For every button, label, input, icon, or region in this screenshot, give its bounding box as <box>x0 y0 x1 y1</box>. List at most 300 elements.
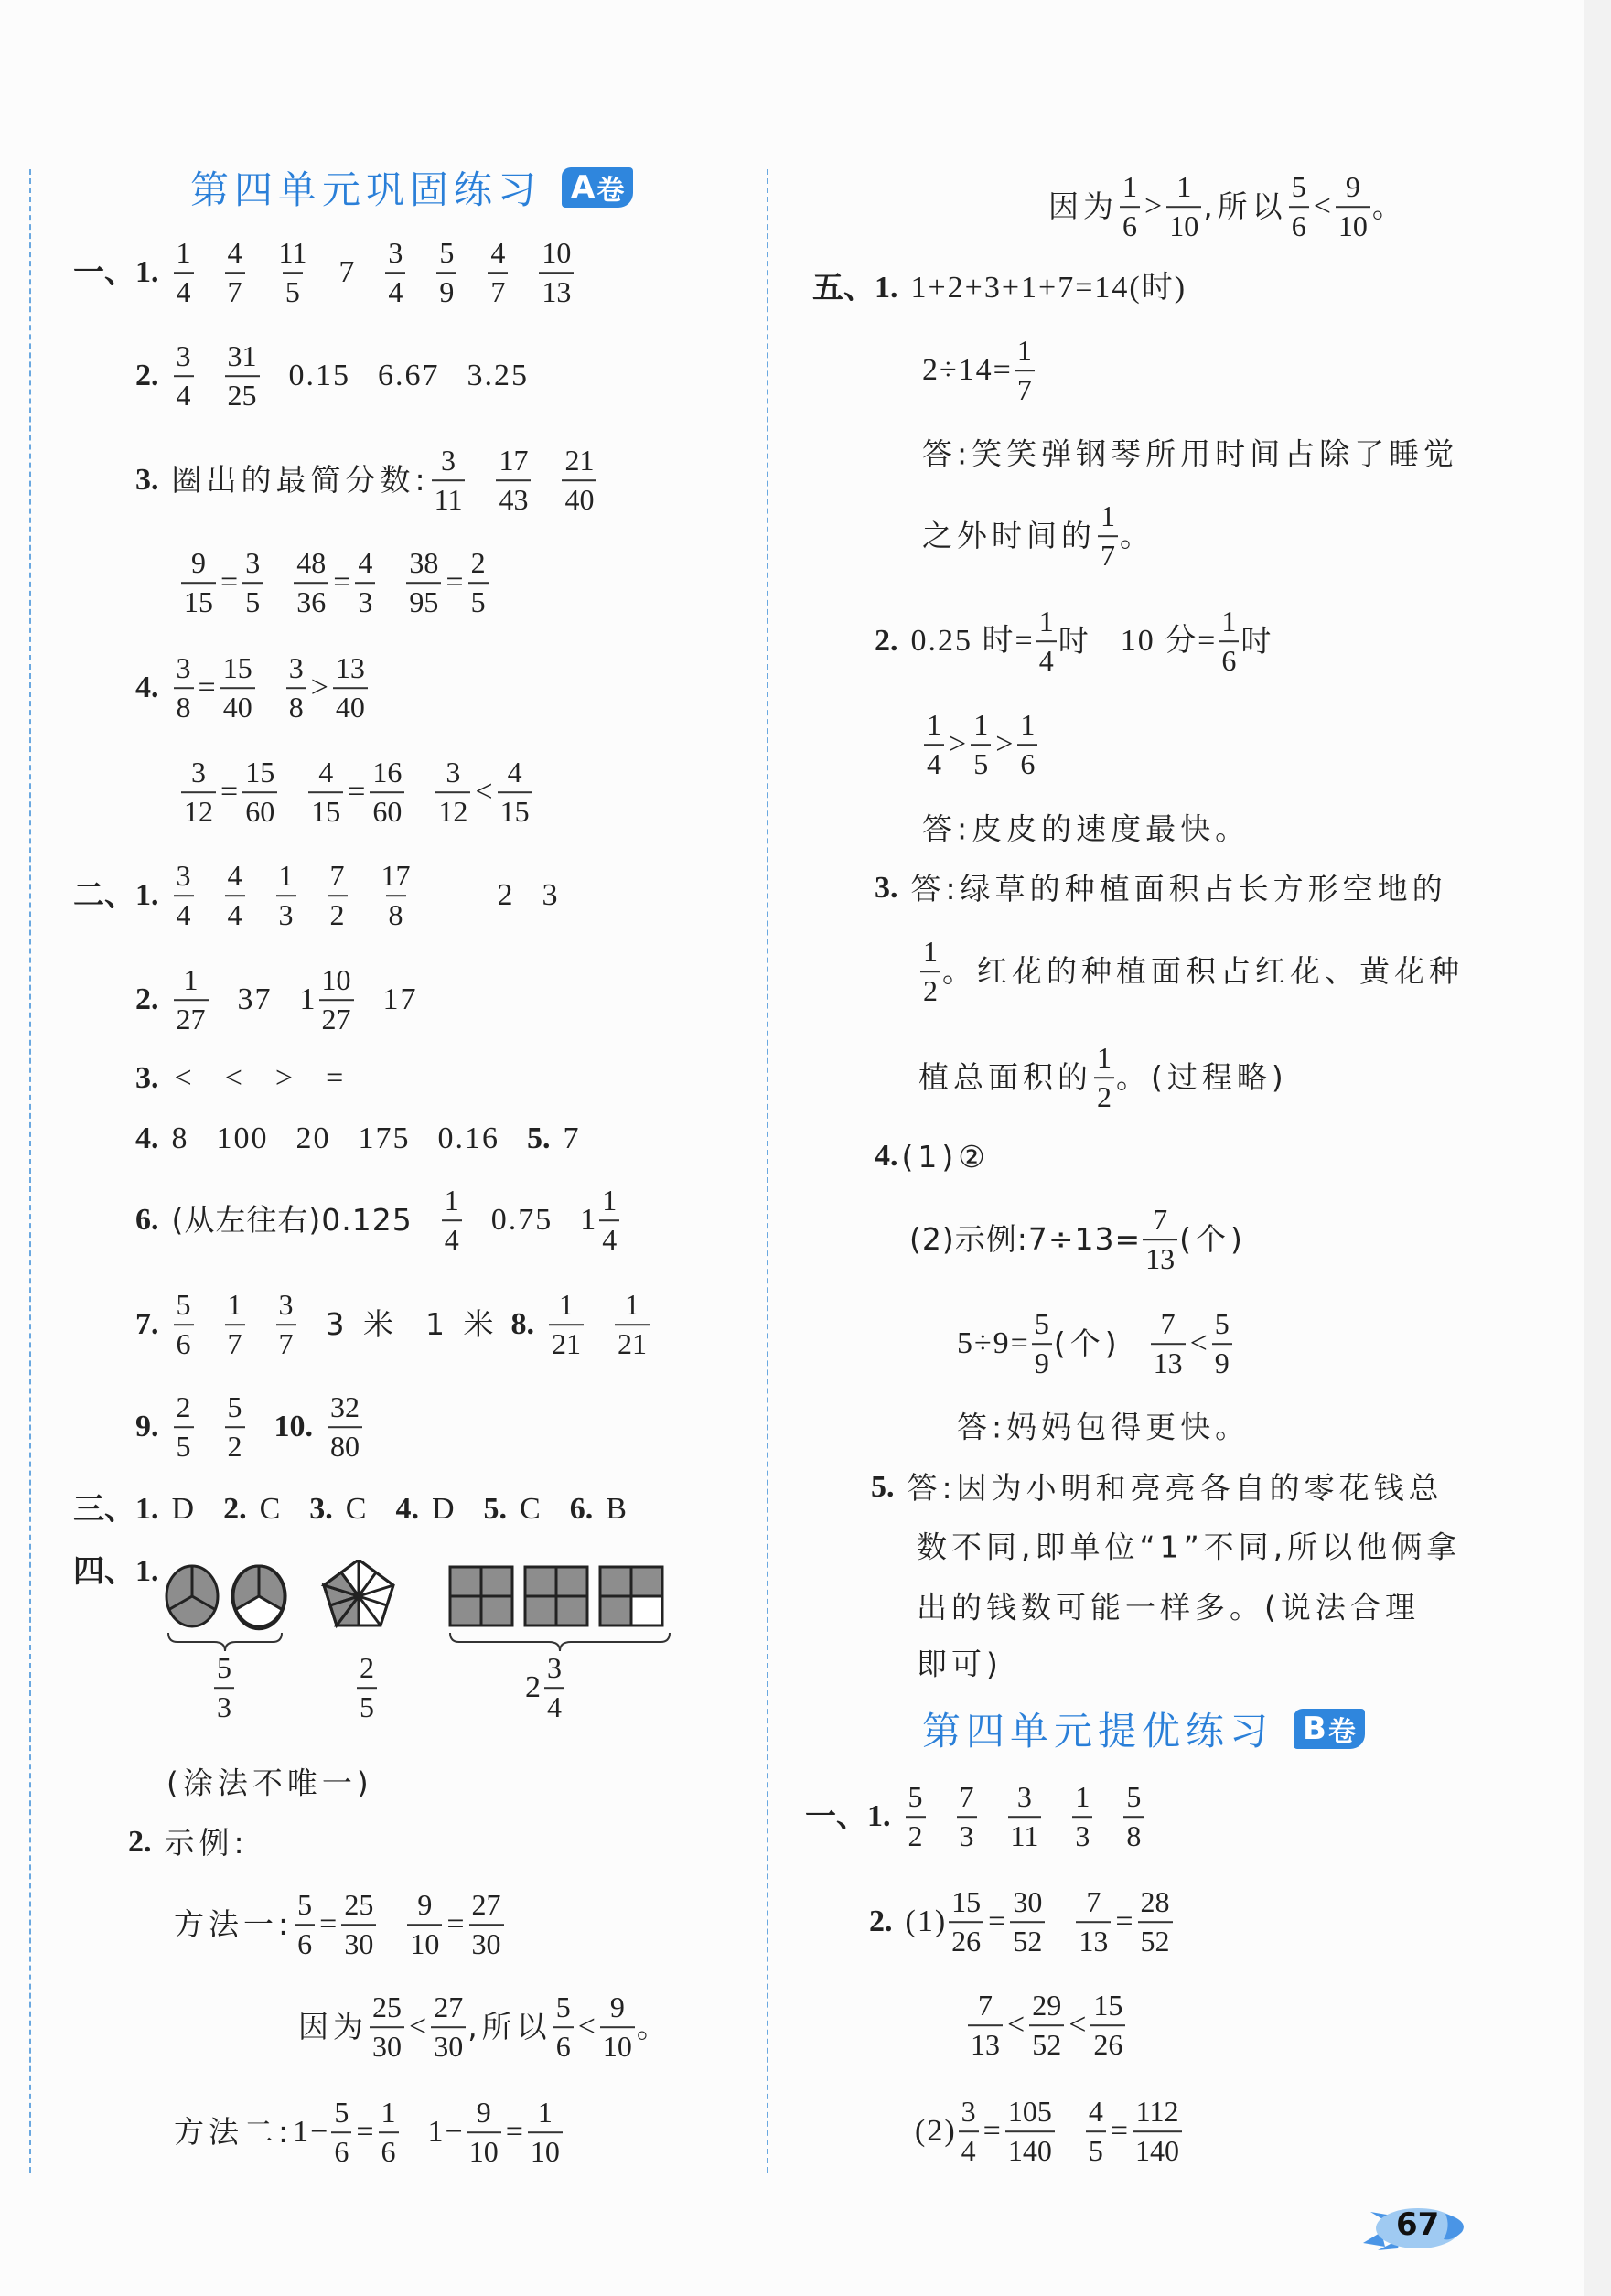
operator: = <box>348 775 366 809</box>
numerator: 1 <box>1020 708 1036 742</box>
question-number: 2. <box>128 1825 152 1859</box>
answer-row-5-4 <box>875 1138 990 1175</box>
numerator: 4 <box>490 236 506 270</box>
denominator: 40 <box>562 479 596 517</box>
numerator: 4 <box>1088 2095 1103 2129</box>
operator: = <box>333 565 351 599</box>
numerator: 7 <box>1086 1885 1101 1919</box>
denominator: 40 <box>333 687 368 724</box>
denominator: 3 <box>1072 1816 1092 1853</box>
denominator: 9 <box>1032 1343 1052 1380</box>
method-one-conclusion <box>298 1990 671 2064</box>
b-answer-row-1-2-part2 <box>915 2095 1184 2168</box>
operator: < <box>409 2010 427 2044</box>
answer-text: 因为 <box>1048 188 1118 225</box>
denominator: 12 <box>435 791 470 829</box>
operator: > <box>1144 189 1163 223</box>
denominator: 4 <box>959 2130 979 2168</box>
numerator: 1 <box>183 963 199 997</box>
fraction <box>407 1888 442 1961</box>
numerator: 13 <box>335 651 365 685</box>
denominator: 7 <box>488 272 508 309</box>
fraction <box>920 935 940 1008</box>
figure-label-2 <box>355 1651 379 1724</box>
question-number: 4. <box>135 1121 159 1155</box>
fraction <box>242 756 277 829</box>
value: 7 <box>338 255 357 289</box>
numerator: 17 <box>381 859 411 893</box>
answer-text: 0.25 时= <box>910 624 1035 658</box>
operator: < <box>174 1061 192 1095</box>
operator: = <box>319 1907 338 1941</box>
operator: = <box>220 565 239 599</box>
answer-text: 答:妈妈包得更快。 <box>957 1409 1251 1445</box>
numerator: 3 <box>176 651 191 685</box>
answer-text: 时 <box>1240 623 1276 660</box>
answer-row-5-3 <box>875 870 1447 907</box>
fraction <box>333 651 368 724</box>
fraction <box>370 756 404 829</box>
fraction <box>467 2096 501 2169</box>
numerator: 2 <box>470 546 486 580</box>
fraction <box>544 1651 564 1724</box>
numerator: 21 <box>564 444 595 477</box>
denominator: 26 <box>1090 2024 1125 2062</box>
denominator: 8 <box>1123 1816 1144 1853</box>
numerator: 1 <box>1101 499 1115 533</box>
answer-text: D <box>431 1492 456 1526</box>
fraction <box>181 546 216 619</box>
numerator: 27 <box>434 1990 464 2024</box>
section-label: 三、 <box>73 1491 135 1528</box>
numerator: 7 <box>329 859 345 893</box>
denominator: 26 <box>949 1921 983 1958</box>
denominator: 5 <box>174 1426 194 1464</box>
numerator: 1 <box>444 1184 459 1218</box>
answer-text: 。红花的种植面积占红花、黄花种 <box>942 953 1464 990</box>
answer-row-5-3-end <box>918 1041 1288 1114</box>
answer-row-5-1-calc <box>922 334 1036 407</box>
question-number: 1. <box>135 1554 159 1588</box>
numerator: 1 <box>927 708 941 742</box>
fraction <box>174 1390 194 1464</box>
numerator: 3 <box>1016 1780 1032 1814</box>
fraction <box>1289 170 1309 243</box>
numerator: 4 <box>318 756 334 789</box>
question-number: 10. <box>274 1410 313 1443</box>
fraction <box>174 963 209 1036</box>
method-two-row <box>174 2096 564 2169</box>
denominator: 10 <box>407 1924 442 1961</box>
answer-text: 时 <box>1058 623 1093 660</box>
page-number: 67 <box>1396 2206 1440 2243</box>
fraction <box>496 444 531 517</box>
numerator: 1 <box>602 1184 618 1218</box>
answer-text: 1 <box>299 982 317 1016</box>
section-label: 一、 <box>73 254 135 291</box>
answer-text: (涂法不唯一) <box>166 1765 373 1801</box>
fraction <box>431 1990 466 2064</box>
answer-text: ,所以 <box>467 2009 552 2045</box>
fraction <box>1005 2095 1055 2168</box>
numerator: 5 <box>1291 170 1306 204</box>
figure-label-1 <box>212 1651 236 1724</box>
question-number: 3. <box>309 1492 333 1526</box>
fraction <box>1036 605 1057 678</box>
numerator: 9 <box>476 2096 491 2130</box>
value: 3.25 <box>467 359 529 392</box>
answer-text: 10 分= <box>1120 624 1218 658</box>
numerator: 1 <box>1221 605 1237 638</box>
answer-row-5-4-part2 <box>909 1203 1247 1276</box>
fraction <box>553 1990 574 2064</box>
section-label: 一、 <box>805 1798 867 1835</box>
fraction <box>1143 1203 1177 1276</box>
numerator: 15 <box>245 756 275 789</box>
fraction <box>949 1885 983 1958</box>
answer-row-5-2-answer <box>922 810 1251 847</box>
fraction <box>1090 1989 1125 2062</box>
answer-row-2-1 <box>73 859 560 932</box>
denominator: 4 <box>1036 640 1057 678</box>
mixed-number <box>525 1651 566 1724</box>
answer-text: 出的钱数可能一样多。(说法合理 <box>917 1589 1420 1625</box>
fraction <box>1212 1307 1232 1380</box>
numerator: 5 <box>439 236 455 270</box>
operator: = <box>446 1907 465 1941</box>
operator: > <box>310 671 328 704</box>
b-answer-row-1-2-chain <box>966 1989 1127 2062</box>
denominator: 36 <box>294 582 328 619</box>
denominator: 3 <box>214 1687 234 1724</box>
denominator: 52 <box>1010 1921 1045 1958</box>
numerator: 5 <box>1034 1307 1049 1341</box>
fraction <box>1098 499 1118 573</box>
denominator: 8 <box>386 895 406 932</box>
denominator: 7 <box>225 272 245 309</box>
answer-text: 方法一: <box>174 1906 294 1943</box>
numerator: 1 <box>1075 1780 1090 1814</box>
numerator: 5 <box>908 1780 923 1814</box>
numerator: 5 <box>297 1888 313 1922</box>
answer-text: 3 <box>542 878 560 912</box>
fraction-shading-figures <box>165 1560 677 1669</box>
fraction <box>308 756 343 829</box>
numerator: 5 <box>334 2096 349 2130</box>
question-number: 1. <box>135 255 159 289</box>
numerator: 1 <box>923 935 938 969</box>
operator: < <box>1007 2008 1026 2042</box>
answer-row-5-5 <box>871 1469 1444 1506</box>
operator: = <box>1115 1904 1133 1938</box>
numerator: 3 <box>446 756 461 789</box>
method-two-conclusion <box>1048 170 1407 243</box>
answer-text: 8 <box>171 1121 189 1155</box>
answer-text: 2 <box>497 878 515 912</box>
section-b-title-text: 第四单元提优练习 <box>922 1709 1274 1754</box>
answer-row-5-3-cont <box>918 935 1464 1008</box>
denominator: 4 <box>544 1687 564 1724</box>
answer-text: 。 <box>1371 188 1407 225</box>
numerator: 5 <box>555 1990 571 2024</box>
denominator: 13 <box>539 272 574 309</box>
denominator: 8 <box>174 687 194 724</box>
fraction <box>971 708 991 781</box>
answer-text: 植总面积的 <box>918 1059 1092 1096</box>
answer-text: D <box>171 1492 197 1526</box>
numerator: 1 <box>1016 334 1032 368</box>
numerator: 17 <box>499 444 529 477</box>
numerator: 16 <box>372 756 403 789</box>
question-number: 1. <box>135 878 159 912</box>
numerator: 4 <box>358 546 373 580</box>
answer-text: (1)② <box>901 1138 990 1175</box>
fraction <box>432 444 466 517</box>
denominator: 10 <box>1336 206 1370 243</box>
denominator: 5 <box>1086 2130 1106 2168</box>
denominator: 2 <box>328 895 348 932</box>
denominator: 52 <box>1138 1921 1173 1958</box>
numerator: 3 <box>288 651 304 685</box>
question-number: 3. <box>135 1061 159 1095</box>
operator: < <box>1313 189 1331 223</box>
fraction <box>225 859 245 932</box>
numerator: 4 <box>227 859 242 893</box>
numerator: 3 <box>176 859 191 893</box>
denominator: 15 <box>181 582 216 619</box>
denominator: 13 <box>1143 1239 1177 1276</box>
numerator: 3 <box>245 546 261 580</box>
denominator: 140 <box>1005 2130 1055 2168</box>
denominator: 10 <box>528 2131 563 2169</box>
page-number-badge <box>1345 2195 1473 2259</box>
answer-row-5-5-l4 <box>917 1646 1003 1682</box>
question-number: 5. <box>483 1492 507 1526</box>
denominator: 15 <box>498 791 532 829</box>
answer-text: B <box>606 1492 628 1526</box>
answer-row-2-2 <box>135 963 418 1036</box>
denominator: 9 <box>1212 1343 1232 1380</box>
denominator: 52 <box>1029 2024 1064 2062</box>
answer-text: (从左往右)0.125 <box>171 1202 413 1239</box>
fraction <box>276 236 310 309</box>
denominator: 5 <box>283 272 303 309</box>
fraction <box>1094 1041 1114 1114</box>
fraction <box>549 1288 584 1361</box>
numerator: 3 <box>961 2095 976 2129</box>
fraction <box>562 444 596 517</box>
numerator: 3 <box>547 1651 562 1685</box>
denominator: 27 <box>319 999 354 1036</box>
denominator: 6 <box>1219 640 1239 678</box>
denominator: 10 <box>1166 206 1201 243</box>
fraction <box>1017 708 1037 781</box>
denominator: 11 <box>1008 1816 1042 1853</box>
answer-row-4-2 <box>128 1824 249 1861</box>
answer-text: 2 <box>525 1670 542 1704</box>
operator: = <box>1110 2114 1129 2148</box>
fraction <box>276 1288 296 1361</box>
denominator: 6 <box>379 2131 399 2169</box>
fraction <box>225 339 260 413</box>
numerator: 7 <box>1153 1203 1168 1237</box>
answer-text: 1 <box>580 1203 598 1237</box>
question-number: 2. <box>135 982 159 1016</box>
answer-row-1-1 <box>73 236 575 309</box>
fraction <box>406 546 441 619</box>
answer-text: ,所以 <box>1203 188 1287 225</box>
section-a-badge <box>562 167 633 208</box>
denominator: 5 <box>971 744 991 781</box>
fraction <box>379 2096 399 2169</box>
fraction <box>1086 2095 1106 2168</box>
fraction <box>600 1990 635 2064</box>
denominator: 5 <box>357 1687 377 1724</box>
numerator: 3 <box>176 339 191 373</box>
fraction <box>1166 170 1201 243</box>
denominator: 3 <box>957 1816 977 1853</box>
numerator: 2 <box>176 1390 191 1424</box>
fraction <box>1032 1307 1052 1380</box>
operator: = <box>446 565 464 599</box>
denominator: 6 <box>1289 206 1309 243</box>
denominator: 60 <box>242 791 277 829</box>
answer-row-5-4-calc <box>957 1307 1234 1380</box>
fraction <box>1029 1989 1064 2062</box>
denominator: 7 <box>276 1324 296 1361</box>
fraction <box>328 859 348 932</box>
section-label: 四、 <box>73 1553 135 1590</box>
denominator: 4 <box>174 272 194 309</box>
answer-text: 0.75 <box>490 1203 553 1237</box>
operator: < <box>577 2010 596 2044</box>
numerator: 1 <box>381 2096 396 2130</box>
question-number: 2. <box>869 1904 893 1938</box>
fraction <box>276 859 296 932</box>
fraction <box>442 1184 462 1257</box>
answer-text: 17 <box>382 982 418 1016</box>
operator: < <box>1069 2008 1087 2042</box>
question-number: 3. <box>135 463 159 497</box>
fraction <box>225 1390 245 1464</box>
denominator: 60 <box>370 791 404 829</box>
question-number: 4. <box>875 1139 898 1173</box>
numerator: 3 <box>441 444 456 477</box>
center-dashed-divider <box>767 169 768 2173</box>
denominator: 6 <box>331 2131 351 2169</box>
fraction <box>1219 605 1239 678</box>
operator: > <box>995 727 1014 761</box>
operator: = <box>220 775 239 809</box>
numerator: 15 <box>222 651 252 685</box>
operator: = <box>198 671 216 704</box>
answer-text: 答:绿草的种植面积占长方形空地的 <box>910 870 1447 907</box>
fraction <box>528 2096 563 2169</box>
denominator: 5 <box>242 582 263 619</box>
answer-text: 答:皮皮的速度最快。 <box>922 810 1251 847</box>
numerator: 28 <box>1140 1885 1170 1919</box>
answer-row-4-1 <box>73 1553 172 1590</box>
numerator: 5 <box>1126 1780 1142 1814</box>
numerator: 3 <box>278 1288 294 1322</box>
operator: = <box>356 2115 374 2149</box>
method-one-row <box>174 1888 506 1961</box>
answer-text: 数不同,即单位“1”不同,所以他俩拿 <box>917 1529 1462 1565</box>
denominator: 30 <box>469 1924 504 1961</box>
answer-row-5-2 <box>875 605 1275 678</box>
answer-row-2-6 <box>135 1184 621 1257</box>
numerator: 5 <box>217 1651 231 1685</box>
answer-text: 100 <box>216 1121 269 1155</box>
denominator: 4 <box>174 895 194 932</box>
question-number: 1. <box>867 1799 891 1833</box>
fraction <box>1138 1885 1173 1958</box>
question-number: 9. <box>135 1410 159 1443</box>
answer-text: 之外时间的 <box>922 518 1096 554</box>
fraction <box>355 546 375 619</box>
denominator: 11 <box>432 479 466 517</box>
denominator: 43 <box>496 479 531 517</box>
fraction <box>436 236 456 309</box>
left-dashed-divider <box>29 169 31 2173</box>
mixed-number <box>580 1184 621 1257</box>
denominator: 4 <box>442 1219 462 1257</box>
fraction <box>357 1651 377 1724</box>
numerator: 27 <box>471 1888 501 1922</box>
denominator: 6 <box>174 1324 194 1361</box>
operator: > <box>274 1061 294 1095</box>
answer-text: C <box>520 1492 542 1526</box>
section-a-title-text: 第四单元巩固练习 <box>190 167 542 212</box>
answer-text: 1− <box>427 2115 465 2149</box>
numerator: 25 <box>344 1888 374 1922</box>
denominator: 21 <box>615 1324 650 1361</box>
answer-text: (个) <box>1179 1221 1247 1258</box>
value: 6.67 <box>378 359 440 392</box>
numerator: 15 <box>951 1885 982 1919</box>
fraction <box>1123 1780 1144 1853</box>
answer-text: (2) <box>915 2114 957 2148</box>
denominator: 2 <box>1094 1077 1114 1114</box>
numerator: 32 <box>330 1390 360 1424</box>
denominator: 4 <box>225 895 245 932</box>
numerator: 7 <box>1160 1307 1176 1341</box>
figure-label-3 <box>525 1651 566 1724</box>
fraction <box>469 1888 504 1961</box>
denominator: 140 <box>1133 2130 1182 2168</box>
answer-text: 因为 <box>298 2009 368 2045</box>
value: 0.15 <box>288 359 350 392</box>
answer-row-5-1 <box>812 270 1187 306</box>
denominator: 2 <box>920 971 940 1008</box>
page-edge-shadow <box>1584 0 1611 2296</box>
fraction <box>225 1288 245 1361</box>
operator: = <box>326 1061 344 1095</box>
badge-word: 卷 <box>596 175 625 207</box>
numerator: 31 <box>227 339 257 373</box>
denominator: 3 <box>355 582 375 619</box>
denominator: 40 <box>220 687 255 724</box>
fraction <box>488 236 508 309</box>
fraction <box>174 339 194 413</box>
badge-word: 卷 <box>1327 1716 1356 1748</box>
numerator: 9 <box>417 1888 433 1922</box>
fraction <box>539 236 574 309</box>
denominator: 4 <box>924 744 944 781</box>
fraction <box>906 1780 926 1853</box>
answer-row-2-7 <box>135 1288 651 1361</box>
section-b-badge <box>1294 1709 1365 1749</box>
